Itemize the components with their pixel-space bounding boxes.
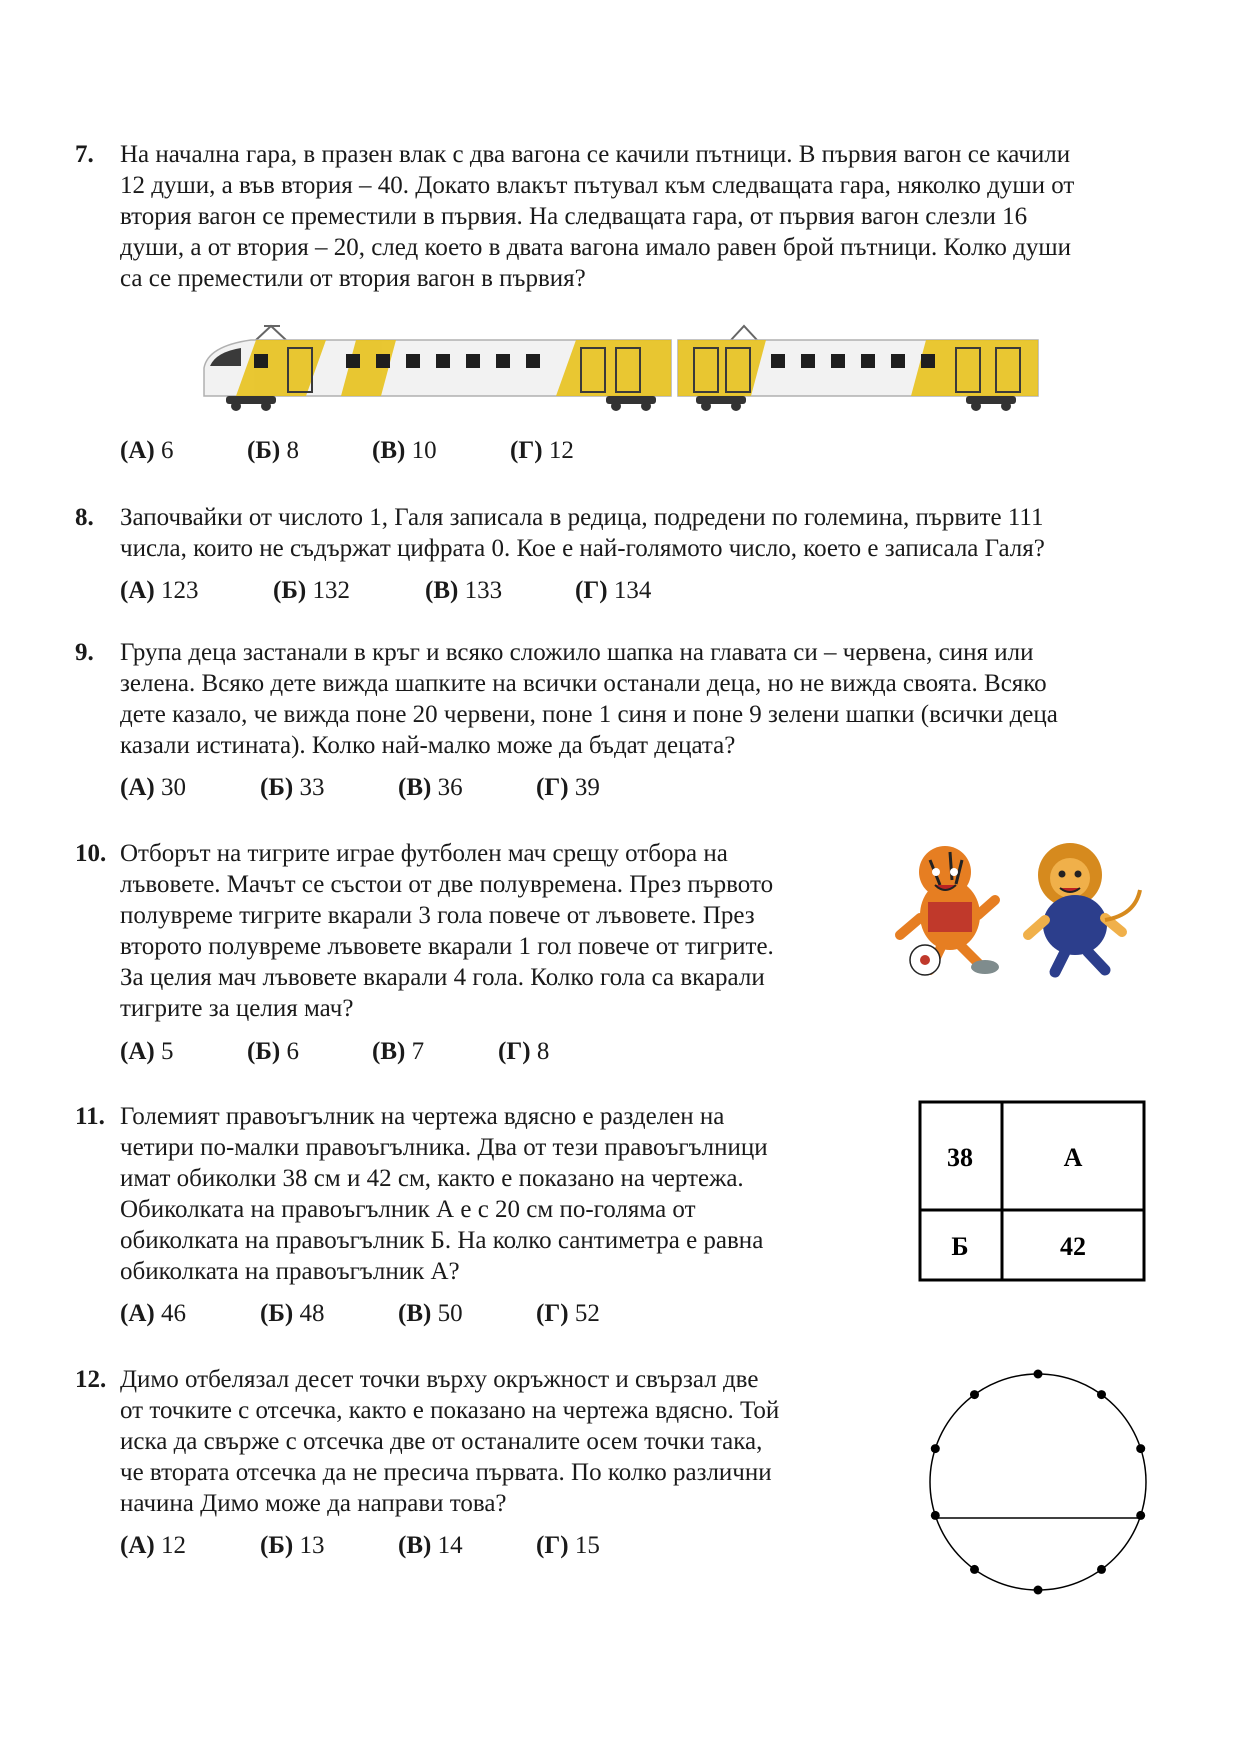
lion-icon [1028,843,1140,972]
question-line: полувреме тигрите вкарали 3 гола повече от лъвовете. През [120,902,755,929]
question-number: 7. [75,141,94,168]
question-line: четири по-малки правоъгълника. Два от тези правоъгълници [120,1134,768,1161]
answer-d[interactable]: (Г) 39 [536,774,600,801]
question-line: казали истината). Колко най-малко може да бъдат децата? [120,732,736,759]
question-line: са се преместили от втория вагон в първия? [120,265,586,292]
question-line: Димо отбелязал десет точки върху окръжност и свързал две [120,1366,759,1393]
answer-b[interactable]: (Б) 8 [247,437,299,464]
answer-d[interactable]: (Г) 12 [510,437,574,464]
question-number: 9. [75,639,94,666]
answer-b[interactable]: (Б) 132 [273,577,350,604]
question-number: 8. [75,504,94,531]
circle-figure [920,1362,1160,1602]
answer-c[interactable]: (В) 10 [372,437,437,464]
question-line: начина Димо може да направи това? [120,1490,507,1517]
question-text [120,1364,779,1519]
circle-points [931,1370,1145,1595]
answer-d[interactable]: (Г) 8 [498,1038,550,1065]
point-7 [970,1565,979,1574]
train-illustration [196,318,1044,418]
point-2 [1097,1390,1106,1399]
point-4 [1136,1511,1145,1520]
question-line: имат обиколки 38 см и 42 см, както е показано на чертежа. [120,1165,744,1192]
question-line: лъвовете. Мачът се състои от две полувремена. През първото [120,871,774,898]
point-3 [1136,1444,1145,1453]
point-10 [970,1390,979,1399]
point-5 [1097,1565,1106,1574]
answer-d[interactable]: (Г) 15 [536,1532,600,1559]
question-line: второто полувреме лъвовете вкарали 1 гол повече от тигрите. [120,933,774,960]
question-number: 12. [75,1366,107,1393]
tiger-icon [900,846,999,975]
question-line: че втората отсечка да не пресича първата. По колко различни [120,1459,772,1486]
question-line: обиколката на правоъгълник Б. На колко сантиметра е равна [120,1227,764,1254]
question-line: втория вагон се преместили в първия. На следващата гара, от първия вагон слезли 16 [120,203,1028,230]
question-line: дете казало, че вижда поне 20 червени, поне 1 синя и поне 9 зелени шапки (всички деца [120,701,1058,728]
point-9 [931,1444,940,1453]
question-text [120,502,1045,564]
answer-c[interactable]: (В) 133 [425,577,503,604]
point-6 [1034,1586,1043,1595]
answer-d[interactable]: (Г) 52 [536,1300,600,1327]
answer-c[interactable]: (В) 36 [398,774,463,801]
answer-a[interactable]: (А) 6 [120,437,174,464]
question-line: Група деца застанали в кръг и всяко сложило шапка на главата си – червена, синя или [120,639,1034,666]
question-text [120,838,774,1024]
tiger-lion-illustration [890,840,1160,980]
question-line: Отборът на тигрите играе футболен мач срещу отбора на [120,840,728,867]
answer-b[interactable]: (Б) 13 [260,1532,325,1559]
answer-c[interactable]: (В) 7 [372,1038,425,1065]
rect-label-b: Б [951,1232,969,1261]
question-number: 11. [75,1103,105,1130]
answer-a[interactable]: (А) 46 [120,1300,186,1327]
question-text [120,1101,768,1287]
point-1 [1034,1370,1043,1379]
answer-b[interactable]: (Б) 48 [260,1300,325,1327]
question-line: тигрите за целия мач? [120,995,354,1022]
answer-a[interactable]: (А) 12 [120,1532,186,1559]
question-text [120,139,1074,294]
question-line: Обиколката на правоъгълник А е с 20 см по-голяма от [120,1196,696,1223]
question-line: 12 души, а във втория – 40. Докато влакът пътувал към следващата гара, няколко души от [120,172,1075,199]
circle-outline [930,1374,1146,1590]
answer-b[interactable]: (Б) 6 [247,1038,299,1065]
question-line: Големият правоъгълник на чертежа вдясно е разделен на [120,1103,725,1130]
rectangle-figure [918,1100,1148,1282]
answer-d[interactable]: (Г) 134 [575,577,652,604]
question-line: души, а от втория – 20, след което в двата вагона имало равен брой пътници. Колко души [120,234,1072,261]
rect-label-42: 42 [1060,1232,1086,1261]
question-text [120,637,1058,761]
question-number: 10. [75,840,107,867]
answer-b[interactable]: (Б) 33 [260,774,325,801]
question-line: иска да свърже с отсечка две от останалите осем точки така, [120,1428,763,1455]
question-line: За целия мач лъвовете вкарали 4 гола. Колко гола са вкарали [120,964,765,991]
question-line: зелена. Всяко дете вижда шапките на всички останали деца, но не вижда своята. Всяко [120,670,1047,697]
answer-c[interactable]: (В) 14 [398,1532,463,1559]
rect-label-a: A [1063,1143,1083,1172]
question-line: На начална гара, в празен влак с два вагона се качили пътници. В първия вагон се качили [120,141,1071,168]
answer-a[interactable]: (А) 30 [120,774,186,801]
question-line: Започвайки от числото 1, Галя записала в редица, подредени по големина, първите 111 [120,504,1044,531]
question-line: числа, които не съдържат цифрата 0. Кое е най-голямото число, което е записала Галя? [120,535,1045,562]
rect-label-38: 38 [947,1143,973,1172]
answer-a[interactable]: (А) 123 [120,577,199,604]
answer-c[interactable]: (В) 50 [398,1300,463,1327]
question-line: обиколката на правоъгълник А? [120,1258,460,1285]
question-line: от точките с отсечка, както е показано на чертежа вдясно. Той [120,1397,780,1424]
point-8 [931,1511,940,1520]
answer-a[interactable]: (А) 5 [120,1038,174,1065]
